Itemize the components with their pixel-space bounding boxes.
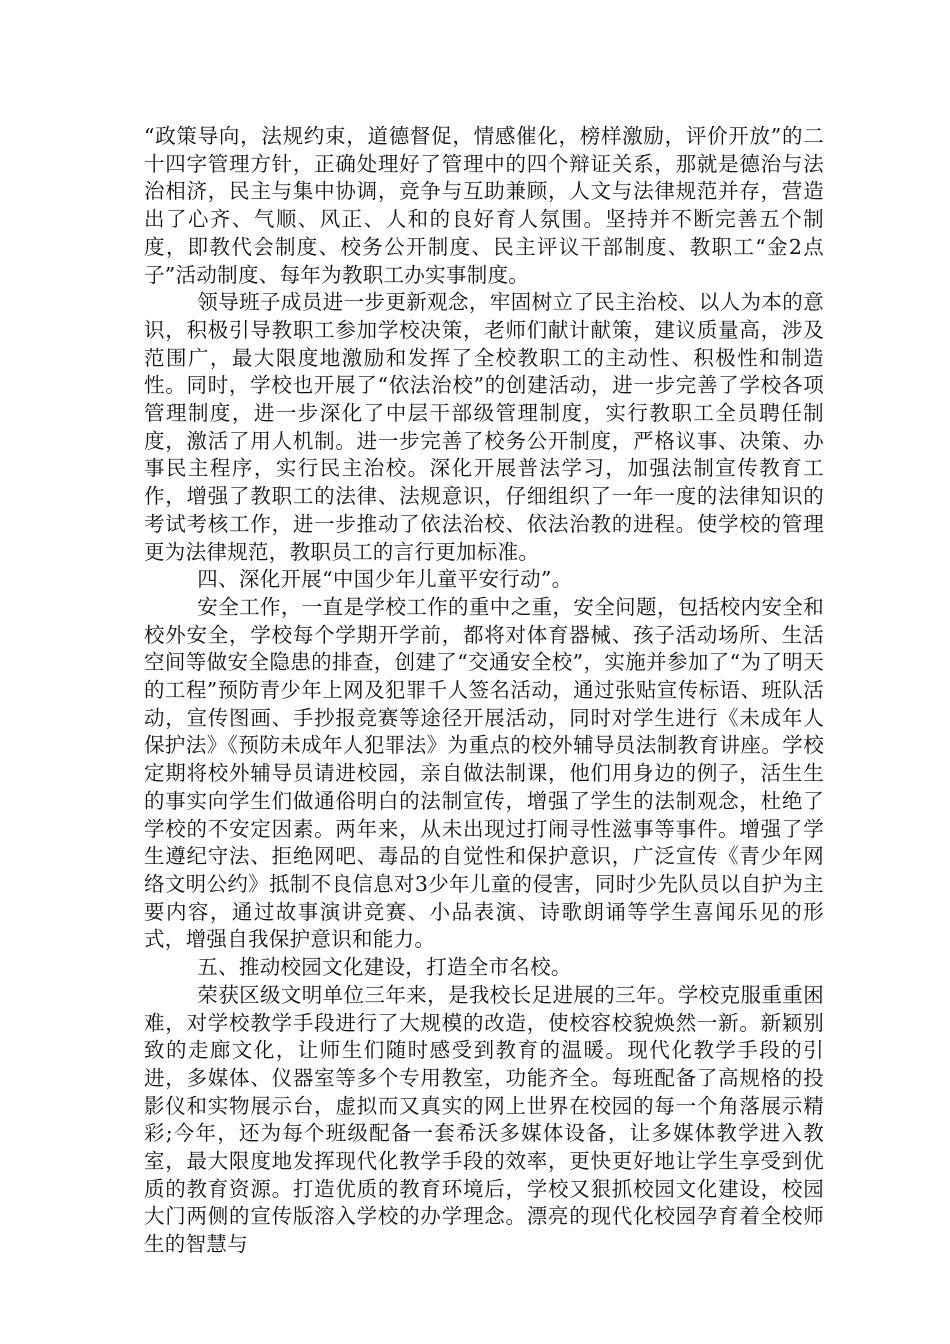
paragraph-leadership: 领导班子成员进一步更新观念，牢固树立了民主治校、以人为本的意识，积极引导教职工参加学校决策，老师们献计献策，建议质量高，涉及范围广，最大限度地激励和发挥了全校教职工的主动性、积极性和制造性。同时，学校也开展了“依法治校”的创建活动，进一步完善了学校各项管理制度，进一步深化了中层干部级管理制度，实行教职工全员聘任制度，激活了用人机制。进一步完善了校务公开制度，严格议事、决策、办事民主程序，实行民主治校。深化开展普法学习，加强法制宣传教育工作，增强了教职工的法律、法规意识，仔细组织了一年一度的法律知识的考试考核工作，进一步推动了依法治校、依法治教的进程。使学校的管理更为法律规范，教职员工的言行更加标准。	[144, 290, 824, 564]
paragraph-campus-culture: 荣获区级文明单位三年来，是我校长足进展的三年。学校克服重重困难，对学校教学手段进行了大规模的改造，使校容校貌焕然一新。新颖别致的走廊文化，让师生们随时感受到教育的温暖。现代化教学手段的引进，多媒体、仪器室等多个专用教室，功能齐全。每班配备了高规格的投影仪和实物展示台，虚拟而又真实的网上世界在校园的每一个角落展示精彩;今年，还为每个班级配备一套希沃多媒体设备，让多媒体教学进入教室，最大限度地发挥现代化教学手段的效率，更快更好地让学生享受到优质的教育资源。打造优质的教育环境后，学校又狠抓校园文化建设，校园大门两侧的宣传版溶入学校的办学理念。漂亮的现代化校园孕育着全校师生的智慧与	[144, 982, 824, 1257]
section-heading-campus-culture: 五、推动校园文化建设，打造全市名校。	[197, 955, 572, 980]
paragraph-management-policy: “政策导向，法规约束，道德督促，情感催化，榜样激励，评价开放”的二十四字管理方针，正确处理好了管理中的四个辩证关系，那就是德治与法治相济，民主与集中协调，竞争与互助兼顾，人文与法律规范并存，营造出了心齐、气顺、风正、人和的良好育人氛围。坚持并不断完善五个制度，即教代会制度、校务公开制度、民主评议干部制度、教职工“金2点子”活动制度、每年为教职工办实事制度。	[144, 124, 824, 287]
paragraph-safety: 安全工作，一直是学校工作的重中之重，安全问题，包括校内安全和校外安全，学校每个学期开学前，都将对体育器械、孩子活动场所、生活空间等做安全隐患的排查，创建了“交通安全校”，实施并参加了“为了明天的工程”预防青少年上网及犯罪千人签名活动，通过张贴宣传标语、班队活动，宣传图画、手抄报竞赛等途径开展活动，同时对学生进行《未成年人保护法》《预防未成年人犯罪法》为重点的校外辅导员法制教育讲座。学校定期将校外辅导员请进校园，亲自做法制课，他们用身边的例子，活生生的事实向学生们做通俗明白的法制宣传，增强了学生的法制观念，杜绝了学校的不安定因素。两年来，从未出现过打闹寻性滋事等事件。增强了学生遵纪守法、拒绝网吧、毒品的自觉性和保护意识，广泛宣传《青少年网络文明公约》抵制不良信息对3少年儿童的侵害，同时少先队员以自护为主要内容，通过故事演讲竞赛、小品表演、诗歌朗诵等学生喜闻乐见的形式，增强自我保护意识和能力。	[144, 594, 824, 952]
document-page	[144, 123, 824, 1259]
section-heading-safety: 四、深化开展“中国少年儿童平安行动”。	[197, 567, 573, 592]
